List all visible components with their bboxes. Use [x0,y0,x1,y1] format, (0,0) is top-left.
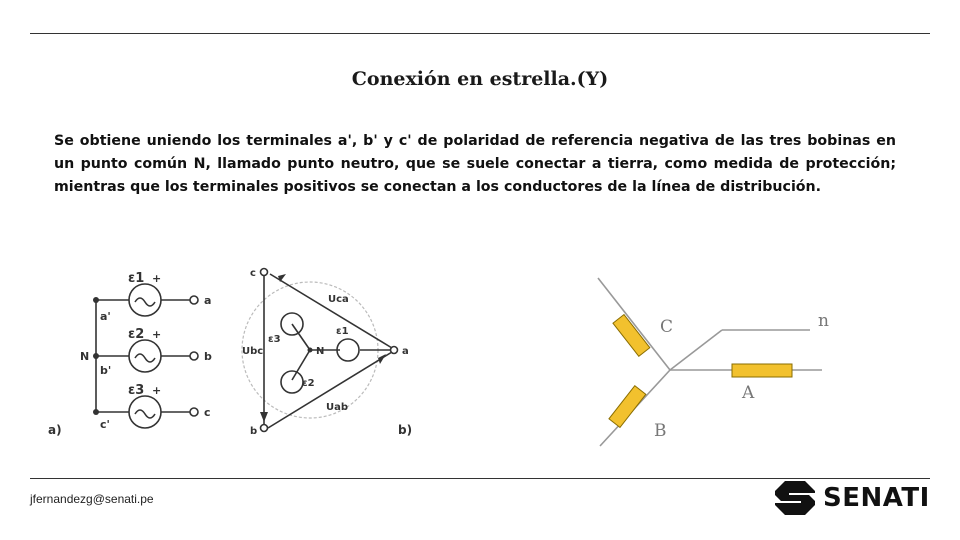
senati-logo-text: SENATI [823,483,930,513]
top-rule [30,33,930,34]
fig-c-label-B: B [654,421,667,441]
fig-b-emf-1: ε1 [336,326,349,337]
senati-logo-icon [775,481,815,515]
fig-b-emf-3: ε3 [268,334,281,345]
fig-a-neg-c: c' [100,418,110,431]
bottom-rule [30,478,930,479]
fig-a-emf-3: ε3 [128,383,145,398]
fig-a-plus-2: + [152,328,162,341]
description-paragraph: Se obtiene uniendo los terminales a', b' y c' de polaridad de referencia negativa de las tres bobinas en un punto común N, llamado punto neutro, que se suele conectar a tierra, como medida de protección; mientras que los terminales positivos se conectan a los conductores de la línea de distribución. [54,133,896,195]
figure-star-resistors [590,272,850,450]
fig-a-emf-2: ε2 [128,327,145,342]
fig-a-terminal-b: b [204,350,212,363]
fig-b-terminal-a: a [402,346,409,357]
fig-b-terminal-c: c [250,268,256,279]
fig-b-voltage-ab: Uab [326,402,349,413]
fig-a-neg-a: a' [100,310,111,323]
fig-b-terminal-b: b [250,426,258,437]
fig-a-label: a) [48,423,62,437]
figure-b-phasor-diagram [240,262,420,440]
figure-a-star-circuit [44,262,234,440]
fig-a-terminal-c: c [204,406,211,419]
fig-b-neutral: N [316,346,325,357]
fig-a-neutral: N [80,350,90,363]
footer-email: jfernandezg@senati.pe [30,492,154,506]
fig-c-label-C: C [660,317,674,337]
senati-logo [775,480,935,516]
fig-b-label: b) [398,423,413,437]
fig-a-plus-3: + [152,384,162,397]
fig-c-label-A: A [742,383,755,403]
fig-a-terminal-a: a [204,294,212,307]
fig-b-emf-2: ε2 [302,378,315,389]
fig-b-voltage-ca: Uca [328,294,349,305]
fig-b-voltage-bc: Ubc [242,346,264,357]
fig-a-neg-b: b' [100,364,112,377]
fig-a-plus-1: + [152,272,162,285]
fig-c-label-n: n [818,311,829,331]
slide-title: Conexión en estrella.(Y) [351,68,609,90]
fig-a-emf-1: ε1 [128,271,145,286]
